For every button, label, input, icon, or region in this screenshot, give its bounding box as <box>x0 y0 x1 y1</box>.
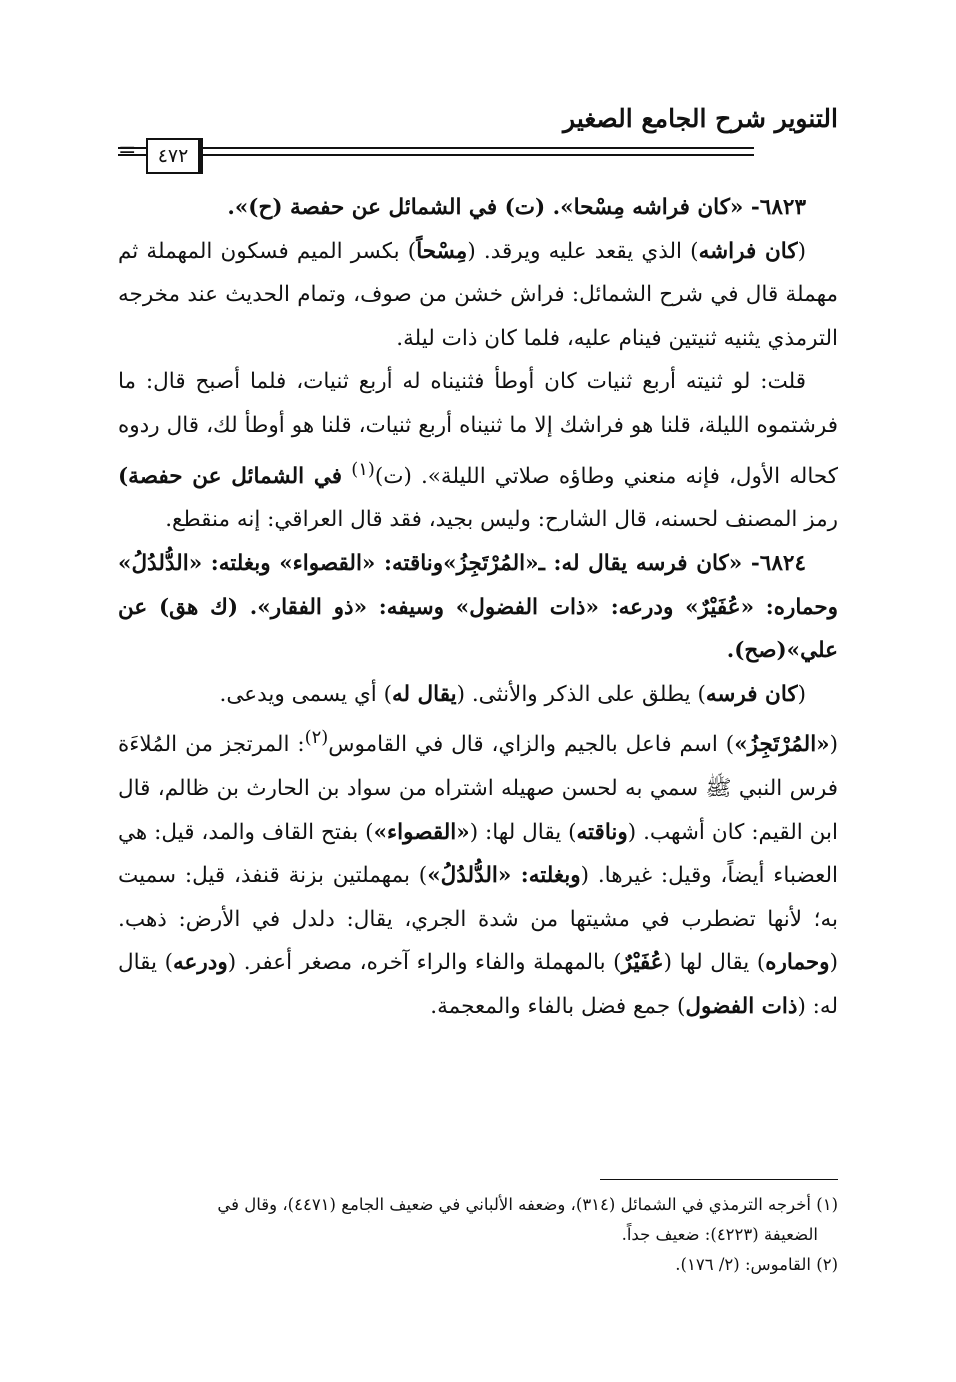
hadith-source: (ت) في الشمائل عن حفصة (ح)». <box>227 195 546 220</box>
hadith-number: ٦٨٢٤ <box>759 550 806 576</box>
commentary-text: يقال له: <box>118 950 838 1019</box>
quoted-term: وناقته <box>576 819 628 845</box>
footnote-marker: (١) <box>351 458 375 480</box>
quoted-term: «المُرْتَجِزُ» <box>734 732 830 758</box>
quoted-term: في الشمائل عن حفصة) <box>118 463 343 489</box>
commentary-text: جمع فضل بالفاء والمعجمة. <box>430 994 671 1019</box>
commentary-text: اسم فاعل بالجيم والزاي، قال في القاموس <box>328 732 718 758</box>
quoted-term: وبغلته: «الدُّلدُلُ» <box>427 863 581 889</box>
source-ref: (ت) <box>374 463 412 489</box>
quoted-term: ودرعه <box>173 950 228 976</box>
hadith-6823: ٦٨٢٣- «كان فراشه مِسْحا». (ت) في الشمائل عن حفصة (ح)». <box>227 195 806 220</box>
hadith-text: «كان فراشه مِسْحا» <box>560 195 744 220</box>
quoted-term: كان فراشه <box>698 238 798 264</box>
quoted-term: «القصواء» <box>373 819 470 845</box>
commentary-paragraph: (كان فرسه) يطلق على الذكر والأنثى. (يقال له) أي يسمى ويدعى. <box>219 681 806 707</box>
footnotes <box>118 1190 838 1280</box>
footnote-marker: (٢) <box>304 727 329 749</box>
running-header-title: التنوير شرح الجامع الصغير <box>563 104 838 133</box>
main-text <box>118 186 838 1029</box>
header-separator: = <box>118 138 137 163</box>
quoted-term: مِسْحاً <box>416 238 468 264</box>
commentary-text: بكسر الميم فسكون المهملة ثم مهملة قال في شرح الشمائل: فراش خشن من صوف، وتمام الحديث عند مخرجه الترمذي يثنيه ثنيتين فينام عليه، فلما كان ذات ليلة. <box>118 238 838 351</box>
commentary-text: بفتح القاف والمد، قيل: هي العضباء أيضاً، وقيل: غيرها. <box>118 819 838 889</box>
quoted-term: كان فرسه <box>705 681 798 707</box>
commentary-text: يقال لها: <box>485 819 562 845</box>
commentary-text: الذي يقعد عليه ويرقد. <box>483 238 683 264</box>
quoted-term: عُفَيْرٌ <box>621 950 664 976</box>
footnote-1-continuation: الضعيفة (٤٢٢٣): ضعيف جداً. <box>621 1225 818 1244</box>
page-number-box: ٤٧٢ <box>146 138 200 174</box>
quoted-term: ذات الفضول <box>685 994 798 1019</box>
hadith-number: ٦٨٢٣ <box>759 195 806 220</box>
commentary-text: : المرتجز من المُلاءَة فرس النبي ﷺ سمي به لحسن صهيله اشتراه من سواد بن الحارث بن ظالم، قال ابن القيم: كان أشهب. <box>118 732 838 845</box>
commentary-text: قلت: لو ثنيته أربع ثنيات كان أوطأ فثنيناه له أربع ثنيات، فلما أصبح قال: ما فرشتموه الليلة، قلنا هو فراشك إلا ما ثنيناه أربع ثنيات، قلنا هو أوطأ لك، قال ردوه كحاله الأول، فإنه منعني وطاؤه صلاتي الليلة». <box>118 369 838 489</box>
hadith-6824: ٦٨٢٤- «كان فرسه يقال له: ـ«المُرْتَجِزُ»وناقته: «القصواء» وبغلته: «الدُّلدُلُ» وحماره: «عُفَيْرٌ» ودرعه: «ذات الفضول» وسيفه: «ذو الفقار». (ك هق) عن علي»(صح). <box>118 550 838 664</box>
commentary-paragraph <box>118 360 838 542</box>
footnote-rule <box>600 1179 838 1180</box>
commentary-paragraph: (كان فراشه) الذي يقعد عليه ويرقد. (مِسْحاً) بكسر الميم فسكون المهملة ثم مهملة قال في شرح الشمائل: فراش خشن من صوف، وتمام الحديث عند مخرجه الترمذي يثنيه ثنيتين فينام عليه، فلما كان ذات ليلة. <box>118 238 838 351</box>
quoted-term: وحماره <box>765 950 830 976</box>
footnote-1: (١) أخرجه الترمذي في الشمائل (٣١٤)، وضعفه الألباني في ضعيف الجامع (٤٤٧١)، وقال في <box>217 1195 838 1214</box>
hadith-text: «كان فرسه يقال له: ـ«المُرْتَجِزُ»وناقته: «القصواء» وبغلته: «الدُّلدُلُ» وحماره: «عُفَيْرٌ» ودرعه: «ذات الفضول» وسيفه: «ذو الفقار». (ك هق) عن علي»(صح). <box>118 550 838 664</box>
commentary-text: رمز المصنف لحسنه، قال الشارح: وليس بجيد، فقد قال العراقي: إنه منقطع. <box>165 507 838 533</box>
commentary-text: بمهملتين بزنة قنفذ، قيل: سميت به؛ لأنها تضطرب في مشيتها من شدة الجري، يقال: دلدل في الأرض: ذهب. <box>118 863 838 932</box>
commentary-text: يطلق على الذكر والأنثى. <box>471 681 691 707</box>
header-rule-top <box>118 147 754 149</box>
quoted-term: يقال له <box>391 681 457 707</box>
footnote-2: (٢) القاموس: (٢/ ١٧٦). <box>675 1255 838 1274</box>
commentary-text: يقال لها <box>679 950 750 976</box>
commentary-text: أي يسمى ويدعى. <box>219 681 377 707</box>
header-rule-bottom <box>118 154 754 156</box>
commentary-text: بالمهملة والفاء والراء آخره، مصغر أعفر. <box>243 950 606 976</box>
commentary-paragraph: («المُرْتَجِزُ») اسم فاعل بالجيم والزاي، قال في القاموس$^{(٢)}$: المرتجز من المُلاءَة فرس النبي ﷺ سمي به لحسن صهيله اشتراه من سواد بن الحارث بن ظالم، قال ابن القيم: كان أشهب. (وناقته) يقال لها: («القصواء») بفتح القاف والمد، قيل: هي العضباء أيضاً، وقيل: غيرها. (وبغلته: «الدُّلدُلُ») بمهملتين بزنة قنفذ، قيل: سميت به؛ لأنها تضطرب في مشيتها من شدة الجري، يقال: دلدل في الأرض: ذهب. (وحماره) يقال لها (عُفَيْرٌ) بالمهملة والفاء والراء آخره، مصغر أعفر. (ودرعه) يقال له: (ذات الفضول) جمع فضل بالفاء والمعجمة. <box>118 727 838 1019</box>
